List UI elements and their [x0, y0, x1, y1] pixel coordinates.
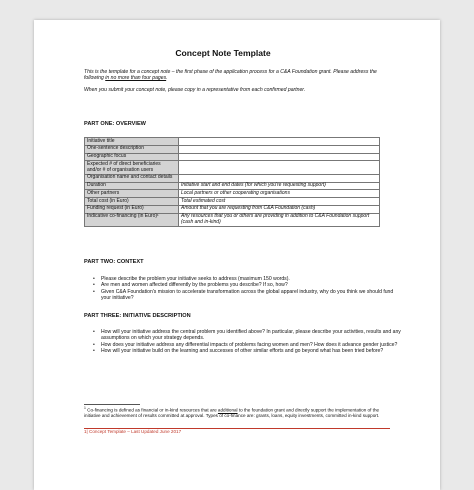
footnote-rule: [84, 404, 140, 405]
row-label: Total cost (in Euro): [85, 198, 179, 206]
row-value[interactable]: [179, 174, 380, 182]
overview-row: [85, 161, 380, 174]
row-value[interactable]: Total estimated cost: [179, 198, 380, 206]
row-value[interactable]: [179, 153, 380, 161]
context-questions: [84, 276, 401, 301]
partner-note: When you submit your concept note, please copy in a representative from each confirmed partner.: [84, 87, 306, 93]
row-value[interactable]: Any resources that you or others are providing in addition to C&A Foundation support (cash and in-kind): [179, 213, 380, 226]
row-label: Geographic focus: [85, 153, 179, 161]
part-one-heading: PART ONE: OVERVIEW: [84, 121, 146, 127]
row-label: Organisation name and contact details: [85, 174, 179, 182]
overview-row: [85, 153, 380, 161]
page-limit-text: in no more than four pages: [105, 75, 167, 82]
overview-row: [85, 138, 380, 146]
overview-row: [85, 145, 380, 153]
row-value[interactable]: [179, 145, 380, 153]
overview-row: [85, 190, 380, 198]
description-questions: [84, 329, 401, 354]
document-title: Concept Note Template: [175, 48, 271, 58]
row-label: Indicative co-financing (in Euro)¹: [85, 213, 179, 226]
overview-row: [85, 205, 380, 213]
row-label: One-sentence description: [85, 145, 179, 153]
overview-table: [84, 137, 380, 227]
document-page: [34, 20, 440, 490]
overview-row: [85, 198, 380, 206]
row-label: Initiative title: [85, 138, 179, 146]
footnote-text-end: to the foundation grant and directly support the implementation of the initiative and achievement of results committed at approval. Types of co-finance are: grants, loans, equity investments, committed in-kind support.: [84, 407, 380, 419]
question-item: • Are men and women affected differently by the problems you describe? If so, how?: [101, 282, 401, 288]
row-value[interactable]: Local partners or other cooperating organisations: [179, 190, 380, 198]
intro-paragraph: [84, 69, 384, 82]
row-value[interactable]: [179, 138, 380, 146]
row-label: Other partners: [85, 190, 179, 198]
part-two-heading: PART TWO: CONTEXT: [84, 259, 144, 265]
question-item: • How will your initiative address the central problem you identified above? In particular, please describe your activities, results and any assumptions on which your strategy depends.: [101, 329, 401, 342]
overview-row: [85, 174, 380, 182]
question-item: • Please describe the problem your initiative seeks to address (maximum 150 words).: [101, 276, 401, 282]
overview-row: [85, 182, 380, 190]
footnote-mark: 1: [84, 406, 86, 410]
footnote-text: Co-financing is defined as financial or in-kind resources that are: [85, 407, 218, 413]
footnote-keyword: additional: [217, 407, 238, 413]
intro-end: .: [166, 75, 168, 82]
question-item: • Given C&A Foundation's mission to accelerate transformation across the global apparel industry, why do you think we should fund your initiative?: [101, 289, 401, 302]
row-value[interactable]: Initiative start and end dates (for which you're requesting support): [179, 182, 380, 190]
overview-row: [85, 213, 380, 226]
row-value[interactable]: [179, 161, 380, 174]
row-value[interactable]: Amount that you are requesting from C&A Foundation (cash): [179, 205, 380, 213]
question-item: • How does your initiative address any differential impacts of problems facing women and men? How does it advance gender justice?: [101, 342, 401, 348]
row-label: Funding request (in Euro): [85, 205, 179, 213]
footnote: [84, 406, 390, 419]
question-item: • How will your initiative build on the learning and successes of other similar efforts and go beyond what has been tried before?: [101, 348, 401, 354]
row-label: Duration: [85, 182, 179, 190]
intro-text: This is the template for a concept note – the first phase of the application process for a C&A Foundation grant. Please address the following: [84, 69, 377, 82]
part-three-heading: PART THREE: INITIATIVE DESCRIPTION: [84, 313, 191, 319]
page-footer: 1| Concept Template – Last Updated June 2017: [84, 429, 182, 434]
row-label: Expected # of direct beneficiaries and/or # of organisation users: [85, 161, 179, 174]
